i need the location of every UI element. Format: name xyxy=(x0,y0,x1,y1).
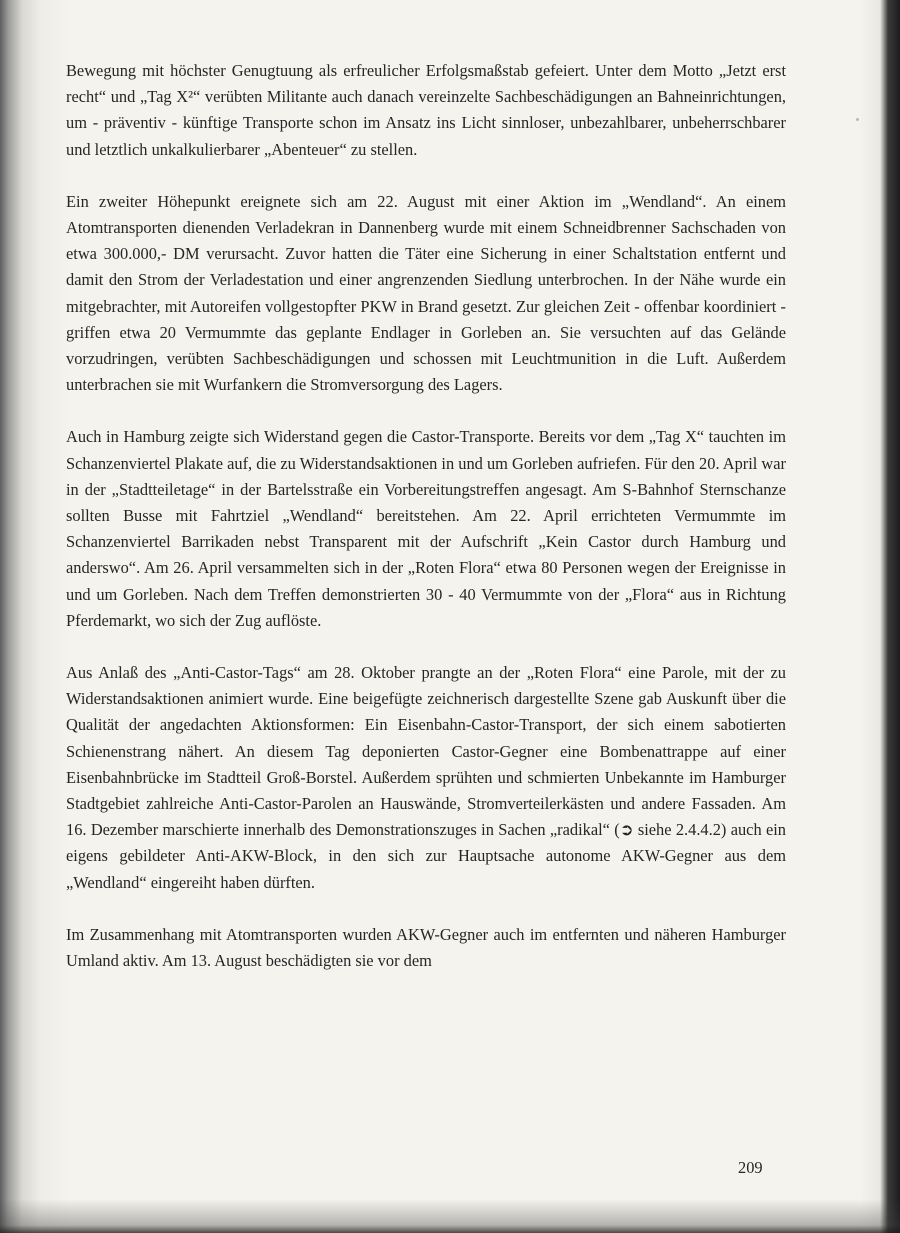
paragraph-1: Bewegung mit höchster Genugtuung als erfreulicher Erfolgsmaßstab gefeiert. Unter dem Motto „Jetzt erst recht“ und „Tag X²“ verübten Militante auch danach vereinzelte Sachbeschädigungen an Bahneinrichtungen, um - präventiv - künftige Transporte schon im Ansatz ins Licht sinnloser, unbezahlbarer, unbeherrschbarer und letztlich unkalkulierbarer „Abenteuer“ zu stellen. xyxy=(66,61,786,159)
paragraph-5: Im Zusammenhang mit Atomtransporten wurden AKW-Gegner auch im entfernten und näheren Hamburger Umland aktiv. Am 13. August beschädigten sie vor dem xyxy=(66,924,786,971)
paper-speck xyxy=(856,118,859,121)
body-text xyxy=(66,58,786,1000)
paragraph-4: Aus Anlaß des „Anti-Castor-Tags“ am 28. Oktober prangte an der „Roten Flora“ eine Parole, mit der zu Widerstandsaktionen animiert wurde. Eine beigefügte zeichnerisch dargestellte Szene gab Auskunft über die Qualität der angedachten Aktionsformen: Ein Eisenbahn-Castor-Transport, der sich einem sabotierten Schienenstrang nähert. An diesem Tag deponierten Castor-Gegner eine Bombenattrappe auf einer Eisenbahnbrücke im Stadtteil Groß-Borstel. Außerdem sprühten und schmierten Unbekannte im Hamburger Stadtgebiet zahlreiche Anti-Castor-Parolen an Hauswände, Stromverteilerkästen und andere Fassaden. Am 16. Dezember marschierte innerhalb des Demonstrationszuges in Sachen „radikal“ (➲ siehe 2.4.4.2) auch ein eigens gebildeter Anti-AKW-Block, in den sich zur Hauptsache autonome AKW-Gegner aus dem „Wendland“ eingereiht haben dürften. xyxy=(66,663,786,892)
paragraph-3: Auch in Hamburg zeigte sich Widerstand gegen die Castor-Transporte. Bereits vor dem „Tag X“ tauchten im Schanzenviertel Plakate auf, die zu Widerstandsaktionen in und um Gorleben aufriefen. Für den 20. April war in der „Stadtteiletage“ in der Bartelsstraße ein Vorbereitungstreffen angesagt. Am S-Bahnhof Sternschanze sollten Busse mit Fahrtziel „Wendland“ bereitstehen. Am 22. April errichteten Vermummte im Schanzenviertel Barrikaden nebst Transparent mit der Aufschrift „Kein Castor durch Hamburg und anderswo“. Am 26. April versammelten sich in der „Roten Flora“ etwa 80 Personen wegen der Ereignisse in und um Gorleben. Nach dem Treffen demonstrierten 30 - 40 Vermummte von der „Flora“ aus in Richtung Pferdemarkt, wo sich der Zug auflöste. xyxy=(66,427,787,630)
page-bottom-shadow xyxy=(0,1199,900,1233)
paragraph-2: Ein zweiter Höhepunkt ereignete sich am 22. August mit einer Aktion im „Wendland“. An einem Atomtransporten dienenden Verladekran in Dannenberg wurde mit einem Schneidbrenner Sachschaden von etwa 300.000,- DM verursacht. Zuvor hatten die Täter eine Sicherung in einer Schaltstation entfernt und damit den Strom der Verladestation und einer angrenzenden Siedlung unterbrochen. In der Nähe wurde ein mitgebrachter, mit Autoreifen vollgestopfter PKW in Brand gesetzt. Zur gleichen Zeit - offenbar koordiniert - griffen etwa 20 Vermummte das geplante Endlager in Gorleben an. Sie versuchten auf das Gelände vorzudringen, verübten Sachbeschädigungen und schossen mit Leuchtmunition in die Luft. Außerdem unterbrachen sie mit Wurfankern die Stromversorgung des Lagers. xyxy=(66,191,786,395)
page-number: 209 xyxy=(738,1158,763,1177)
